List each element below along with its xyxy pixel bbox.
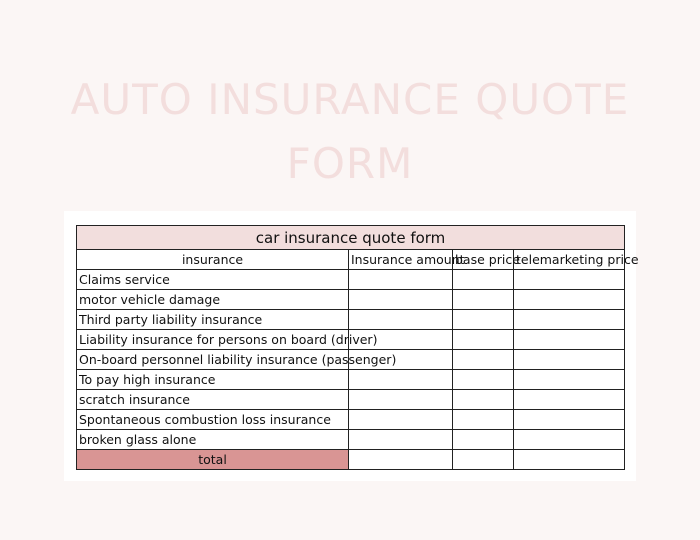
row-label: Spontaneous combustion loss insurance xyxy=(77,410,349,430)
table-row xyxy=(77,370,625,390)
base-price-cell[interactable] xyxy=(453,390,514,410)
header-telemarketing-price: telemarketing price xyxy=(514,250,625,270)
amount-cell[interactable] xyxy=(349,310,453,330)
telemarketing-price-cell[interactable] xyxy=(514,430,625,450)
page-title-line-1: AUTO INSURANCE QUOTE xyxy=(70,75,630,124)
amount-cell[interactable] xyxy=(349,270,453,290)
amount-cell[interactable] xyxy=(349,430,453,450)
total-base-price-cell[interactable] xyxy=(453,450,514,470)
table-row xyxy=(77,330,625,350)
row-label: scratch insurance xyxy=(77,390,349,410)
table-row xyxy=(77,270,625,290)
telemarketing-price-cell[interactable] xyxy=(514,370,625,390)
telemarketing-price-cell[interactable] xyxy=(514,330,625,350)
total-row xyxy=(77,450,625,470)
telemarketing-price-cell[interactable] xyxy=(514,290,625,310)
amount-cell[interactable] xyxy=(349,390,453,410)
base-price-cell[interactable] xyxy=(453,350,514,370)
header-row xyxy=(77,250,625,270)
quote-table xyxy=(76,225,639,470)
row-label: motor vehicle damage xyxy=(77,290,349,310)
total-label: total xyxy=(77,450,349,470)
form-title: car insurance quote form xyxy=(77,226,625,250)
table-row xyxy=(77,410,625,430)
telemarketing-price-cell[interactable] xyxy=(514,270,625,290)
base-price-cell[interactable] xyxy=(453,410,514,430)
row-label: Claims service xyxy=(77,270,349,290)
base-price-cell[interactable] xyxy=(453,430,514,450)
page-title-line-2: FORM xyxy=(286,139,414,188)
table-row xyxy=(77,430,625,450)
table-row xyxy=(77,350,625,370)
page-title xyxy=(0,68,700,196)
base-price-cell[interactable] xyxy=(453,270,514,290)
base-price-cell[interactable] xyxy=(453,310,514,330)
row-label: broken glass alone xyxy=(77,430,349,450)
base-price-cell[interactable] xyxy=(453,370,514,390)
telemarketing-price-cell[interactable] xyxy=(514,350,625,370)
quote-sheet xyxy=(64,211,639,481)
amount-cell[interactable] xyxy=(349,370,453,390)
telemarketing-price-cell[interactable] xyxy=(514,390,625,410)
row-label: On-board personnel liability insurance (passenger) xyxy=(77,350,349,370)
row-label: To pay high insurance xyxy=(77,370,349,390)
total-amount-cell[interactable] xyxy=(349,450,453,470)
form-title-row xyxy=(77,226,625,250)
table-row xyxy=(77,310,625,330)
header-insurance: insurance xyxy=(77,250,349,270)
telemarketing-price-cell[interactable] xyxy=(514,410,625,430)
total-telemarketing-price-cell[interactable] xyxy=(514,450,625,470)
base-price-cell[interactable] xyxy=(453,330,514,350)
row-label: Third party liability insurance xyxy=(77,310,349,330)
header-insurance-amount: Insurance amount xyxy=(349,250,453,270)
header-base-price: base price xyxy=(453,250,514,270)
row-label: Liability insurance for persons on board (driver) xyxy=(77,330,349,350)
amount-cell[interactable] xyxy=(349,410,453,430)
table-row xyxy=(77,290,625,310)
amount-cell[interactable] xyxy=(349,290,453,310)
base-price-cell[interactable] xyxy=(453,290,514,310)
telemarketing-price-cell[interactable] xyxy=(514,310,625,330)
table-row xyxy=(77,390,625,410)
